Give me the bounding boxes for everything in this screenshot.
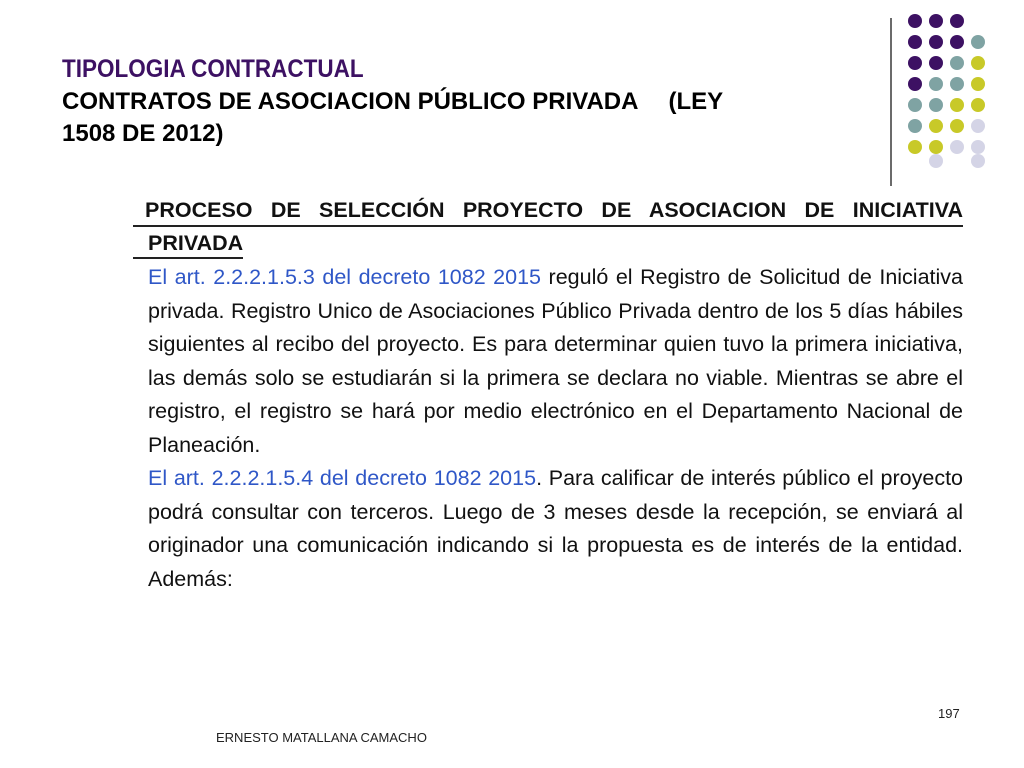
dot-decoration xyxy=(908,140,922,154)
paragraph-text: . Para calificar de interés público el proyecto podrá consultar con terceros. Luego de 3 meses desde la recepción, se enviará al originador una comunicación indicando si la propuesta es de interés de la entidad. Además: xyxy=(148,466,963,591)
dot-decoration xyxy=(908,35,922,49)
paragraph-interes-publico xyxy=(133,462,963,596)
decree-reference: El art. 2.2.2.1.5.4 del decreto 1082 2015 xyxy=(148,466,537,490)
dot-decoration xyxy=(929,14,943,28)
dot-decoration xyxy=(950,140,964,154)
dot-decoration xyxy=(908,56,922,70)
dot-decoration xyxy=(908,119,922,133)
dot-decoration xyxy=(950,77,964,91)
slide-title: TIPOLOGIA CONTRACTUAL xyxy=(62,55,364,83)
dot-decoration xyxy=(971,77,985,91)
dot-decoration xyxy=(950,14,964,28)
subtitle-law-number: 1508 DE 2012) xyxy=(62,120,224,147)
page-number: 197 xyxy=(938,706,960,721)
dot-decoration xyxy=(950,98,964,112)
dot-decoration xyxy=(971,35,985,49)
dot-decoration xyxy=(908,98,922,112)
dot-decoration xyxy=(971,154,985,168)
dot-decoration xyxy=(971,56,985,70)
dot-decoration xyxy=(929,140,943,154)
dot-decoration xyxy=(929,98,943,112)
section-heading-continued: PRIVADA xyxy=(133,229,243,259)
dot-decoration xyxy=(929,77,943,91)
paragraph-registro xyxy=(133,261,963,462)
dot-decoration xyxy=(971,98,985,112)
subtitle-law-open: (LEY xyxy=(668,88,724,115)
paragraph-text: reguló el Registro de Solicitud de Iniciativa privada. Registro Unico de Asociaciones Público Privada dentro de los 5 días hábiles siguientes al recibo del proyecto. Es para determinar quien tuvo la primera iniciativa, las demás solo se estudiarán si la primera se declara no viable. Mientras se abre el registro, el registro se hará por medio electrónico en el Departamento Nacional de Planeación. xyxy=(148,265,963,457)
subtitle-contract-type: CONTRATOS DE ASOCIACION PÚBLICO PRIVADA xyxy=(62,88,639,115)
dot-decoration xyxy=(950,35,964,49)
decorative-divider xyxy=(890,18,892,186)
slide-title-block xyxy=(62,54,852,150)
dot-decoration xyxy=(971,119,985,133)
dot-decoration xyxy=(971,140,985,154)
decorative-dot-grid xyxy=(898,14,990,164)
dot-decoration xyxy=(908,14,922,28)
dot-decoration xyxy=(950,56,964,70)
dot-decoration xyxy=(929,154,943,168)
dot-decoration xyxy=(908,77,922,91)
author-footer: ERNESTO MATALLANA CAMACHO xyxy=(216,730,427,745)
slide-body xyxy=(133,195,963,596)
decree-reference: El art. 2.2.2.1.5.3 del decreto 1082 2015 xyxy=(148,265,542,289)
dot-decoration xyxy=(929,35,943,49)
slide-subtitle xyxy=(62,86,852,150)
dot-decoration xyxy=(929,56,943,70)
section-heading: PROCESO DE SELECCIÓN PROYECTO DE ASOCIACION DE INICIATIVA xyxy=(133,195,963,227)
dot-decoration xyxy=(950,119,964,133)
dot-decoration xyxy=(929,119,943,133)
